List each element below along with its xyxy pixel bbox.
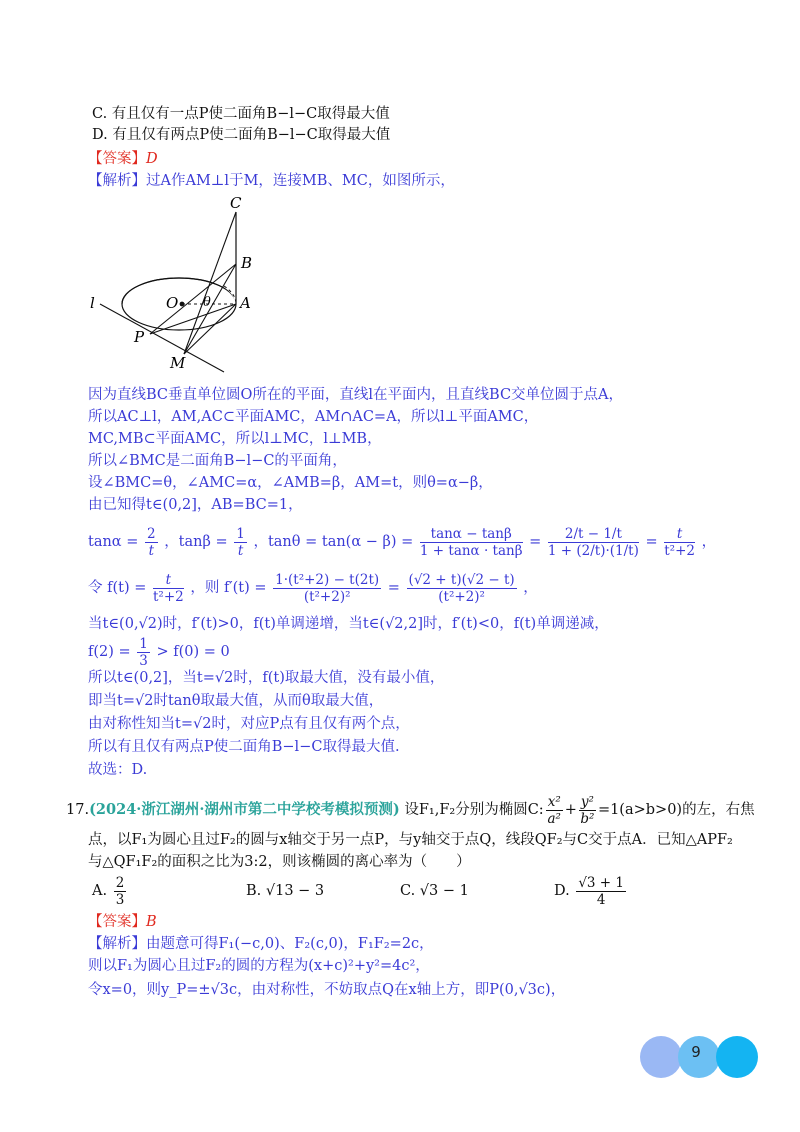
- label-p: P: [134, 328, 145, 346]
- ellipse-back: [122, 278, 236, 304]
- answer-label: 【答案】: [88, 151, 146, 167]
- option-label: B.: [246, 883, 262, 899]
- tan-beta-frac: [234, 526, 247, 559]
- q17-line-1: 则以F₁为圆心且过F₂的圆的方程为(x+c)²+y²=4c²，: [88, 958, 430, 974]
- f2-label: f(2) =: [88, 644, 131, 660]
- option-label: D.: [554, 883, 570, 899]
- comma: ，: [701, 534, 717, 550]
- segment-pb: [150, 264, 236, 334]
- option-text: √13 − 3: [265, 883, 325, 899]
- q16-tail-3: 由对称性知当t=√2时，对应P点有且仅有两个点，: [88, 716, 410, 732]
- label-c: C: [230, 194, 242, 212]
- frac-num: x²: [547, 793, 561, 810]
- label-o: O: [166, 294, 179, 312]
- q16-analysis-first: [88, 171, 455, 191]
- frac-den: (t²+2)²: [303, 588, 351, 605]
- q16-line-3: MC,MB⊂平面AMC，所以l⊥MC，l⊥MB，: [88, 431, 382, 447]
- option-d: D. 有且仅有两点P使二面角B−l−C取得最大值: [92, 127, 391, 143]
- q16-f2-line: [88, 634, 230, 670]
- q17-line-2: 令x=0，则y_P=±√3c，由对称性，不妨取点Q在x轴上方，即P(0,√3c)，: [88, 982, 566, 998]
- frac-den: 3: [139, 652, 148, 669]
- frac-num: (√2 + t)(√2 − t): [408, 571, 515, 588]
- frac-num: 2: [115, 874, 125, 891]
- q16-tail-2: 即当t=√2时tanθ取最大值，从而θ取最大值，: [88, 693, 384, 709]
- q17-option-c: [400, 881, 469, 901]
- label-m: M: [170, 354, 186, 372]
- q17-number: 17.: [66, 802, 90, 818]
- frac-num: 1: [139, 635, 148, 652]
- frac-num: 1: [236, 525, 245, 542]
- frac-num: 2/t − 1/t: [548, 526, 639, 543]
- q16-line-6: 由已知得t∈(0,2]，AB=BC=1，: [88, 497, 303, 513]
- frac-den: t²+2: [153, 588, 184, 605]
- tan-alpha-frac: [145, 526, 158, 559]
- option-text: √3 − 1: [419, 883, 469, 899]
- q17-stem-line-1: [66, 792, 755, 828]
- q17-answer: [88, 912, 157, 932]
- frac-num: t: [664, 526, 695, 543]
- q17-option-b: [246, 881, 324, 901]
- fprime-factored-frac: [407, 572, 517, 605]
- q17-stem-b: =1(a>b>0)的左，右焦: [597, 802, 755, 818]
- f-frac: [153, 572, 184, 605]
- option-d-frac: [576, 875, 626, 908]
- label-theta: θ: [203, 295, 211, 310]
- y2-b2-frac: [579, 794, 596, 827]
- segment-mc: [184, 212, 236, 354]
- option-c: C. 有且仅有一点P使二面角B−l−C取得最大值: [92, 106, 390, 122]
- q16-tan-line: [88, 522, 716, 562]
- q16-tail-5: 故选：D.: [88, 762, 148, 778]
- f2-frac: [137, 636, 150, 669]
- badge-circle-3: [716, 1036, 758, 1078]
- tan-theta-label: ，tanθ = tan(α − β) =: [253, 534, 414, 550]
- frac-den: 3: [115, 891, 125, 908]
- frac-den: t²+2: [664, 542, 695, 559]
- frac-den: t: [237, 542, 244, 559]
- frac-den: b²: [580, 810, 595, 827]
- frac-den: a²: [547, 810, 561, 827]
- fprime-frac: [273, 572, 381, 605]
- q16-deriv-line: [88, 568, 538, 608]
- analysis-label: 【解析】: [88, 173, 146, 189]
- frac-num: 2: [146, 525, 156, 542]
- q16-monotonic-line: 当t∈(0,√2)时，f′(t)>0，f(t)单调递增，当t∈(√2,2]时，f′(t)<0，f(t)单调递减，: [88, 616, 609, 632]
- q16-line-1: 因为直线BC垂直单位圆O所在的平面，直线l在平面内，且直线BC交单位圆于点A，: [88, 387, 624, 403]
- frac-num: tanα − tanβ: [420, 526, 523, 543]
- frac-den: (t²+2)²: [438, 588, 485, 605]
- frac-den: 1 + tanα · tanβ: [419, 542, 523, 559]
- frac-num: 1·(t²+2) − t(2t): [275, 571, 380, 588]
- tan-alpha-label: tanα =: [88, 534, 139, 550]
- q16-tail-4: 所以有且仅有两点P使二面角B−l−C取得最大值.: [88, 739, 400, 755]
- equals: =: [387, 580, 400, 596]
- option-label: A.: [92, 883, 108, 899]
- answer-value: D: [146, 151, 158, 167]
- tan-diff-frac: [420, 526, 523, 559]
- q17-option-a: [92, 873, 128, 909]
- analysis-label: 【解析】: [88, 936, 146, 952]
- comma: ，: [523, 580, 538, 596]
- f-def: 令 f(t) =: [88, 580, 147, 596]
- answer-value: B: [146, 914, 157, 930]
- q16-line-2: 所以AC⊥l，AM,AC⊂平面AMC，AM∩AC=A，所以l⊥平面AMC，: [88, 409, 539, 425]
- q17-option-d: [554, 873, 628, 909]
- page-number: 9: [691, 1043, 701, 1061]
- analysis-text: 过A作AM⊥l于M，连接MB、MC，如图所示，: [146, 173, 455, 189]
- option-a-frac: [114, 875, 127, 908]
- q17-stem-a: 设F₁,F₂分别为椭圆C:: [404, 802, 544, 818]
- x2-a2-frac: [546, 794, 563, 827]
- fprime-label: ，则 f′(t) =: [190, 580, 267, 596]
- q17-stem-line-2: 点，以F₁为圆心且过F₂的圆与x轴交于另一点P，与y轴交于点Q，线段QF₂与C交于点A．已知△APF₂: [88, 832, 733, 848]
- analysis-text: 由题意可得F₁(−c,0)、F₂(c,0)，F₁F₂=2c，: [146, 936, 434, 952]
- frac-den: 1 + (2/t)·(1/t): [547, 542, 639, 559]
- label-a: A: [240, 294, 251, 312]
- point-o: [180, 302, 185, 307]
- frac-num: √3 + 1: [578, 874, 625, 891]
- frac-num: t: [153, 572, 184, 589]
- label-b: B: [241, 254, 253, 272]
- tan-sub-frac: [548, 526, 639, 559]
- answer-label: 【答案】: [88, 914, 146, 930]
- plus: +: [564, 802, 577, 818]
- q16-answer: [88, 149, 158, 169]
- equals: =: [645, 534, 658, 550]
- label-l: l: [90, 294, 95, 312]
- q17-source: (2024·浙江湖州·湖州市第二中学校考模拟预测): [89, 801, 400, 818]
- frac-den: 4: [596, 891, 606, 908]
- q17-stem-line-3: 与△QF₁F₂的面积之比为3:2，则该椭圆的离心率为（ ）: [88, 854, 471, 870]
- tan-result-frac: [664, 526, 695, 559]
- tan-beta-label: ，tanβ =: [164, 534, 228, 550]
- equals: =: [529, 534, 542, 550]
- dihedral-angle-figure: [84, 194, 284, 374]
- frac-den: t: [148, 542, 154, 559]
- q17-analysis-first: [88, 934, 434, 954]
- q16-line-4: 所以∠BMC是二面角B−l−C的平面角，: [88, 453, 347, 469]
- frac-num: y²: [580, 793, 594, 810]
- option-label: C.: [400, 883, 416, 899]
- q16-line-5: 设∠BMC=θ，∠AMC=α，∠AMB=β，AM=t，则θ=α−β，: [88, 475, 493, 491]
- f2-compare: > f(0) = 0: [156, 644, 230, 660]
- q16-tail-1: 所以t∈(0,2]，当t=√2时，f(t)取最大值，没有最小值，: [88, 670, 445, 686]
